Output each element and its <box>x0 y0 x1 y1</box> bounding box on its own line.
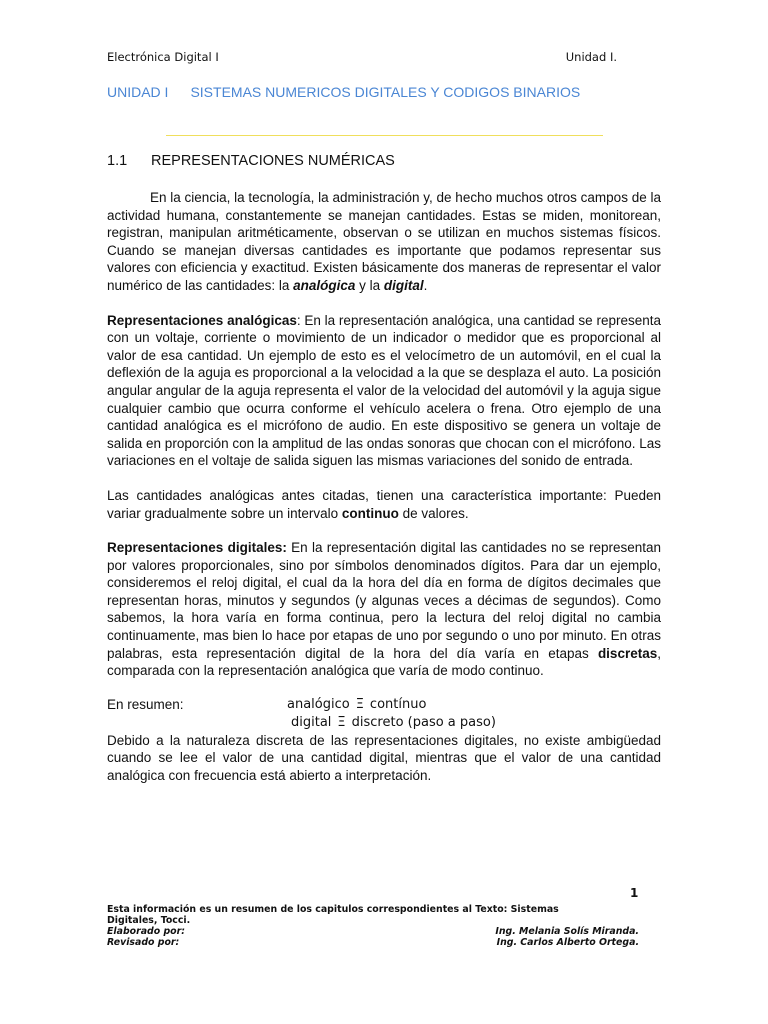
term-analogica: analógica <box>293 277 356 293</box>
summary-row-analog <box>287 696 426 714</box>
digital-text: En la representación digital las cantidades no se representan por valores proporcionales, sino por símbolos denominados dígitos. Para dar un ejemplo, consideremos el reloj digital, el cual da la hora del día en forma de dígitos decimales que representan horas, minutos y segundos (y algunas veces a décimas de segundos). Como sabemos, la hora varía en forma continua, pero la lectura del reloj digital no cambia continuamente, mas bien lo hace por etapas de uno por segundo o uno por minuto. En otras palabras, esta representación digital de la hora del día varía en etapas <box>107 540 662 661</box>
intro-end: . <box>423 277 428 293</box>
unit-title <box>107 84 580 100</box>
unit-label: Unidad I. <box>565 50 617 64</box>
paragraph-intro <box>107 189 661 295</box>
equivalence-symbol: Ξ <box>337 714 346 730</box>
title-divider <box>166 135 603 136</box>
analog-text: : En la representación analógica, una cantidad se representa con un voltaje, corriente o movimiento de un indicador o medidor que es proporcional al valor de esa cantidad. Un ejemplo de esto es el velocímetro de un automóvil, en el cual la deflexión de la aguja es proporcional a la velocidad a la que se desplaza el auto. La posición angular angular de la aguja representa el valor de la velocidad del automóvil y la aguja sigue cualquier cambio que ocurra conforme el vehículo acelera o frena. Otro ejemplo de una cantidad analógica es el micrófono de audio. En este dispositivo se genera un voltaje de salida en proporción con la amplitud de las ondas sonoras que chocan con el micrófono. Las variaciones en el voltaje de salida siguen las mismas variaciones del sonido de entrada. <box>107 312 661 469</box>
paragraph-continuous <box>107 487 661 522</box>
intro-text: En la ciencia, la tecnología, la administración y, de hecho muchos otros campos de la actividad humana, constantemente se manejan cantidades. Estas se miden, monitorean, registran, manipulan aritméticamente, observan o se utilizan en muchos sistemas físicos. Cuando se manejan diversas cantidades es importante que podamos representar sus valores con eficiencia y exactitud. Existen básicamente dos maneras de representar el valor numérico de las cantidades: la <box>107 190 661 293</box>
section-title: REPRESENTACIONES NUMÉRICAS <box>151 153 395 169</box>
reviewed-name: Ing. Carlos Alberto Ortega. <box>496 937 639 948</box>
term-continuo: continuo <box>341 505 399 521</box>
section-number: 1.1 <box>107 153 128 169</box>
intro-mid: y la <box>355 277 384 293</box>
continuous-end: de valores. <box>398 505 469 521</box>
course-name: Electrónica Digital I <box>107 50 219 64</box>
summary-analog-term: analógico <box>287 696 350 712</box>
paragraph-conclusion: Debido a la naturaleza discreta de las representaciones digitales, no existe ambigüedad cuando se lee el valor de una cantidad digital, mientras que el valor de una cantidad analógica con frecuencia está abierto a interpretación. <box>107 732 661 784</box>
analog-lead: Representaciones analógicas <box>107 312 297 328</box>
unit-number: UNIDAD I <box>107 84 169 100</box>
equivalence-symbol: Ξ <box>355 696 364 712</box>
prepared-name: Ing. Melania Solís Miranda. <box>495 926 639 937</box>
body-text <box>107 189 661 785</box>
reviewed-label: Revisado por: <box>107 937 180 948</box>
summary-digital-value: discreto (paso a paso) <box>351 714 496 730</box>
footer-reviewed <box>107 937 639 948</box>
paragraph-analog <box>107 312 661 470</box>
footer-note: Esta información es un resumen de los capitulos correspondientes al Texto: Sistemas Digitales, Tocci. <box>107 904 559 926</box>
paragraph-digital <box>107 539 661 680</box>
digital-end: , comparada con la representación analógica que varía de modo continuo. <box>107 645 661 679</box>
summary-digital-term: digital <box>291 714 332 730</box>
term-discretas: discretas <box>597 645 658 661</box>
digital-lead: Representaciones digitales: <box>107 540 287 556</box>
page-footer <box>107 904 639 948</box>
footer-prepared <box>107 926 639 937</box>
page-number: 1 <box>630 886 639 900</box>
summary-analog-value: contínuo <box>369 696 427 712</box>
prepared-label: Elaborado por: <box>107 926 185 937</box>
summary-row-digital <box>291 714 496 732</box>
unit-title-text: SISTEMAS NUMERICOS DIGITALES Y CODIGOS BINARIOS <box>190 84 581 100</box>
term-digital: digital <box>383 277 424 293</box>
summary-label: En resumen: <box>107 696 184 712</box>
continuous-text: Las cantidades analógicas antes citadas, tienen una característica importante: Pueden variar gradualmente sobre un intervalo <box>107 487 661 521</box>
section-heading <box>107 153 395 169</box>
summary-block <box>107 696 661 732</box>
